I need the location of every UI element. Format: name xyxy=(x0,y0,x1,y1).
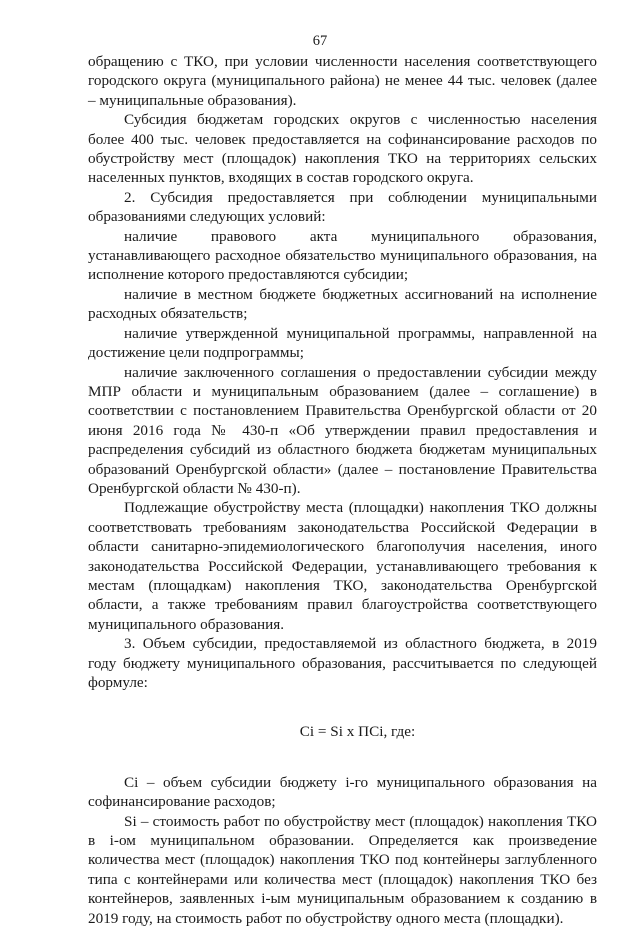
paragraph-condition-legal-act: наличие правового акта муниципального образования, устанавливающего расходное обязательство муниципального образования, на исполнение которого предоставляются субсидии; xyxy=(88,227,597,284)
document-body xyxy=(88,52,597,928)
paragraph-condition-agreement: наличие заключенного соглашения о предоставлении субсидии между МПР области и муниципальным образованием (далее – соглашение) в соответствии с постановлением Правительства Оренбургской области от 20 июня 2016 года № 430-п «Об утверждении правил предоставления и распределения субсидий из областного бюджета бюджетам муниципальных образований Оренбургской области» (далее – постановление Правительства Оренбургской области № 430-п). xyxy=(88,363,597,497)
paragraph-volume-intro: 3. Объем субсидии, предоставляемой из областного бюджета, в 2019 году бюджету муниципального образования, рассчитывается по следующей формуле: xyxy=(88,635,597,691)
paragraph-continuation: обращению с ТКО, при условии численности населения соответствующего городского округа (муниципального района) не менее 44 тыс. человек (далее – муниципальные образования). xyxy=(88,53,597,109)
paragraph-si-definition: Si – стоимость работ по обустройству мест (площадок) накопления ТКО в i-ом муниципальном образовании. Определяется как произведение количества мест (площадок) накопления ТКО под контейнеры заглубленного типа с контейнерами или количества мест (площадок) накопления ТКО без контейнеров, заявленных i-ым муниципальным образованием к созданию в 2019 году, на стоимость работ по обустройству одного места (площадки). xyxy=(88,812,597,927)
paragraph-site-requirements: Подлежащие обустройству места (площадки) накопления ТКО должны соответствовать требованиям законодательства Российской Федерации в области санитарно-эпидемиологического благополучия населения, иного законодательства Российской Федерации, устанавливающего требования к местам (площадкам) накопления ТКО, законодательства Оренбургской области, а также требованиям правил благоустройства соответствующего муниципального образования. xyxy=(88,499,597,633)
paragraph-conditions-intro: 2. Субсидия предоставляется при соблюдении муниципальными образованиями следующих условий: xyxy=(88,188,597,226)
paragraph-condition-program: наличие утвержденной муниципальной программы, направленной на достижение цели подпрограммы; xyxy=(88,324,597,362)
paragraph-subsidy-large-cities: Субсидия бюджетам городских округов с численностью населения более 400 тыс. человек предоставляется на софинансирование расходов по обустройству мест (площадок) накопления ТКО на территориях сельских населенных пунктов, входящих в состав городского округа. xyxy=(88,111,597,187)
page-number: 67 xyxy=(312,33,328,49)
paragraph-condition-budget: наличие в местном бюджете бюджетных ассигнований на исполнение расходных обязательств; xyxy=(88,285,597,323)
formula: Ci = Si x ПСi, где: xyxy=(299,723,416,741)
paragraph-ci-definition: Ci – объем субсидии бюджету i-го муниципального образования на софинансирование расходов; xyxy=(88,773,597,811)
